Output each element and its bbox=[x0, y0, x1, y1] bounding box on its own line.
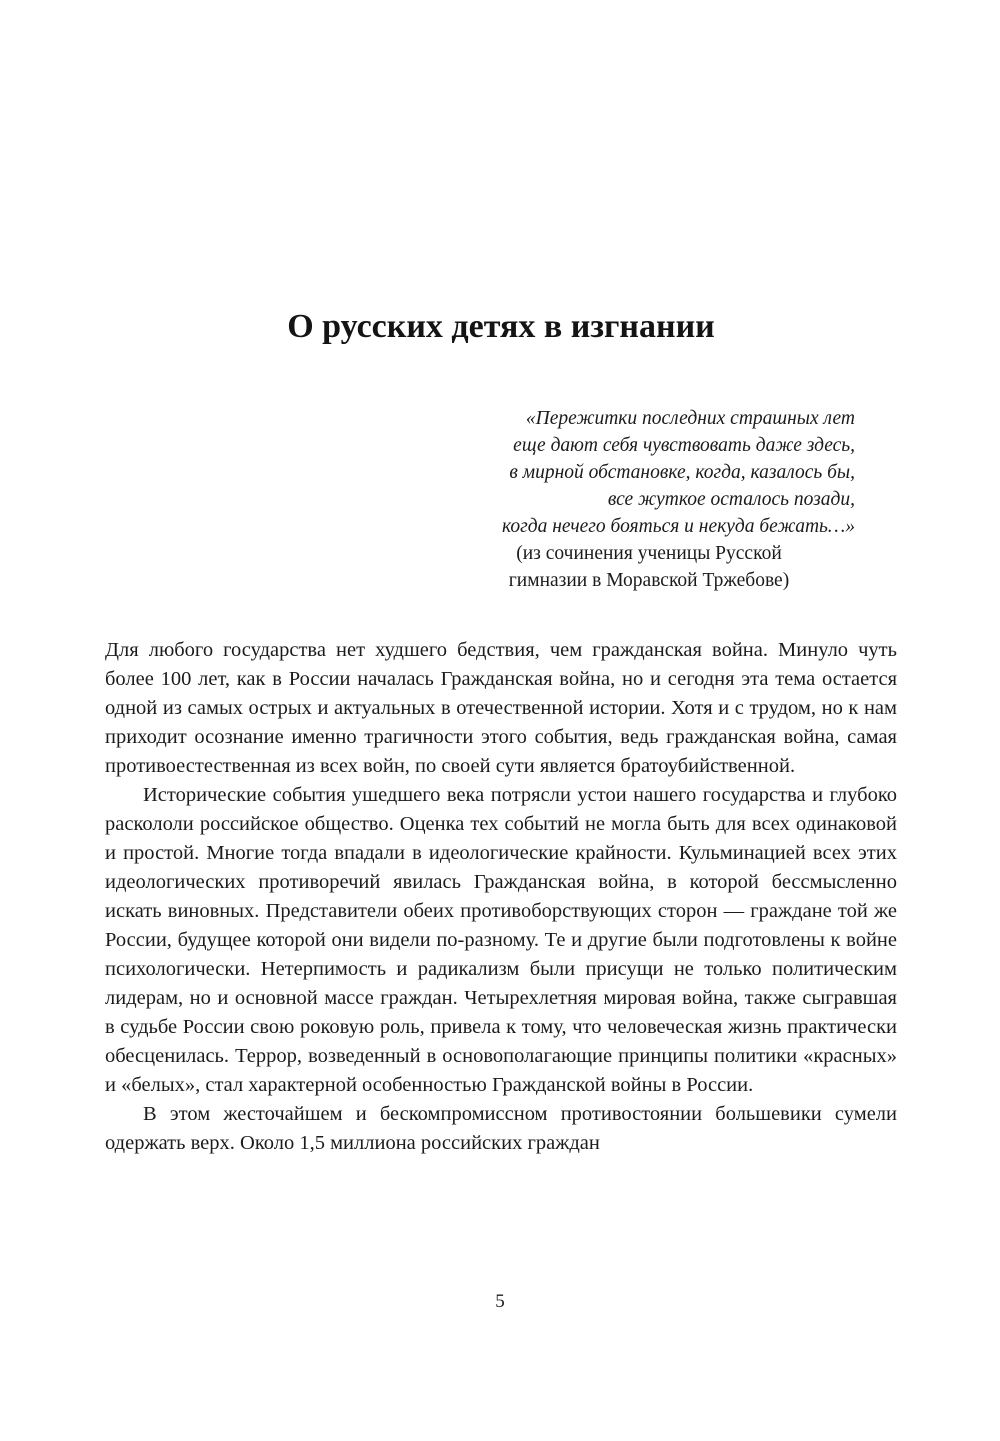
epigraph-attribution-line: гимназии в Моравской Тржебове) bbox=[508, 569, 790, 591]
epigraph-attribution-line: (из сочинения ученицы Русской bbox=[516, 542, 782, 564]
epigraph-line: когда нечего бояться и некуда бежать…» bbox=[502, 515, 855, 537]
paragraph: Исторические события ушедшего века потрясли устои нашего государства и глубоко раскололи российское общество. Оценка тех событий не могла быть для всех одинаковой и простой. Многие тогда впадали в идеологические крайности. Кульминацией всех этих идеологических противоречий явилась Гражданская война, в которой бессмысленно искать виновных. Представители обеих противоборствующих сторон — граждане той же России, будущее которой они видели по-разному. Те и другие были подготовлены к войне психологически. Нетерпимость и радикализм были присущи не только политическим лидерам, но и основной массе граждан. Четырехлетняя мировая война, также сыгравшая в судьбе России свою роковую роль, привела к тому, что человеческая жизнь практически обесценилась. Террор, возведенный в основополагающие принципы политики «красных» и «белых», стал характерной особенностью Гражданской войны в России. bbox=[105, 783, 897, 1096]
epigraph-line: все жуткое осталось позади, bbox=[607, 488, 855, 510]
paragraph: В этом жесточайшем и бескомпромиссном противостоянии большевики сумели одержать верх. Около 1,5 миллиона российских граждан bbox=[105, 1102, 897, 1154]
page-number: 5 bbox=[495, 1291, 505, 1312]
body-text bbox=[105, 636, 897, 1158]
chapter-title: О русских детях в изгнании bbox=[287, 308, 715, 345]
paragraph: Для любого государства нет худшего бедствия, чем гражданская война. Минуло чуть более 100 лет, как в России началась Гражданская война, но и сегодня эта тема остается одной из самых острых и актуальных в отечественной истории. Хотя и с трудом, но к нам приходит осознание именно трагичности этого события, ведь гражданская война, самая противоестественная из всех войн, по своей сути является братоубийственной. bbox=[105, 638, 897, 777]
epigraph-line: «Пережитки последних страшных лет bbox=[525, 407, 855, 429]
epigraph-line: еще дают себя чувствовать даже здесь, bbox=[513, 434, 855, 456]
epigraph-line: в мирной обстановке, когда, казалось бы, bbox=[509, 461, 855, 483]
epigraph bbox=[443, 405, 855, 594]
